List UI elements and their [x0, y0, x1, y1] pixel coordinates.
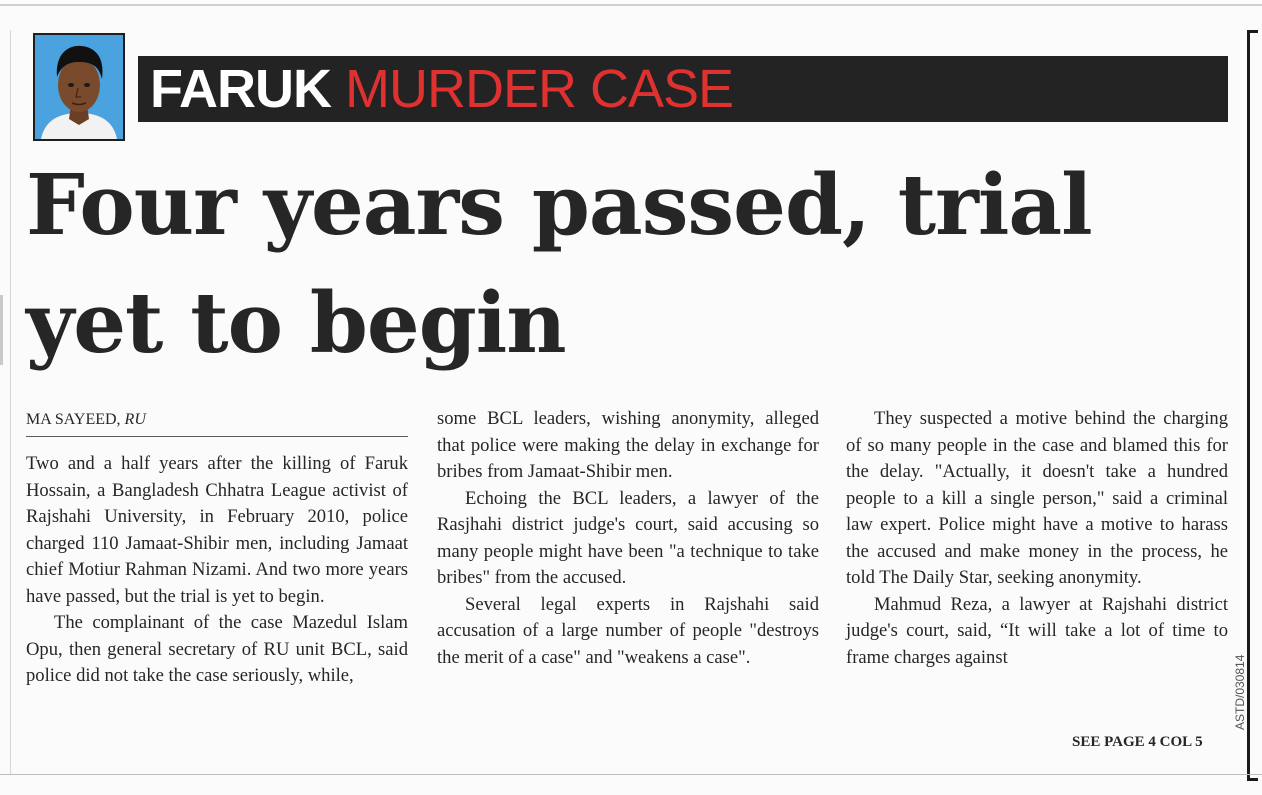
article-column-3 — [846, 406, 1228, 671]
kicker-banner — [138, 56, 1228, 122]
paragraph: Mahmud Reza, a lawyer at Rajshahi district judge's court, said, “It will take a lot of time to frame charges against — [846, 593, 1228, 668]
article-column-1 — [26, 451, 408, 690]
kicker-name: FARUK — [150, 59, 331, 119]
paragraph: Two and a half years after the killing of Faruk Hossain, a Bangladesh Chhatra League activist of Rajshahi University, in February 2010, police charged 110 Jamaat-Shibir men, including Jamaat chief Motiur Rahman Nizami. And two more years have passed, but the trial is yet to begin. — [26, 453, 408, 607]
left-edge-mark — [0, 295, 3, 365]
paragraph: Several legal experts in Rajshahi said accusation of a large number of people "destroys the merit of a case" and "weakens a case". — [437, 593, 819, 668]
paragraph: They suspected a motive behind the charging of so many people in the case and blamed this for the delay. "Actually, it doesn't take a hundred people to a kill a single person," said a criminal law expert. Police might have a motive to harass the accused and make money in the process, he told The Daily Star, seeking anonymity. — [846, 408, 1228, 588]
side-code: ASTD/030814 — [1233, 654, 1247, 730]
byline-author: MA SAYEED, — [26, 411, 121, 428]
left-column-rule — [10, 30, 11, 775]
article-column-2 — [437, 406, 819, 671]
byline — [26, 411, 146, 429]
portrait-photo — [33, 33, 125, 141]
bottom-rule — [0, 774, 1262, 775]
paragraph: The complainant of the case Mazedul Islam Opu, then general secretary of RU unit BCL, said police did not take the case seriously, while, — [26, 612, 408, 686]
portrait-image — [35, 35, 123, 139]
continuation-jump: SEE PAGE 4 COL 5 — [1072, 734, 1203, 750]
top-rule — [0, 4, 1262, 6]
paragraph: some BCL leaders, wishing anonymity, alleged that police were making the delay in exchange for bribes from Jamaat-Shibir men. — [437, 408, 819, 482]
byline-org: RU — [124, 411, 146, 428]
kicker-topic: MURDER CASE — [345, 59, 734, 119]
headline: Four years passed, trial yet to begin — [26, 156, 1092, 372]
right-bracket-frame — [1247, 30, 1258, 781]
paragraph: Echoing the BCL leaders, a lawyer of the Rasjhahi district judge's court, said accusing so many people might have been "a technique to take bribes" from the accused. — [437, 487, 819, 588]
byline-rule — [26, 436, 408, 437]
